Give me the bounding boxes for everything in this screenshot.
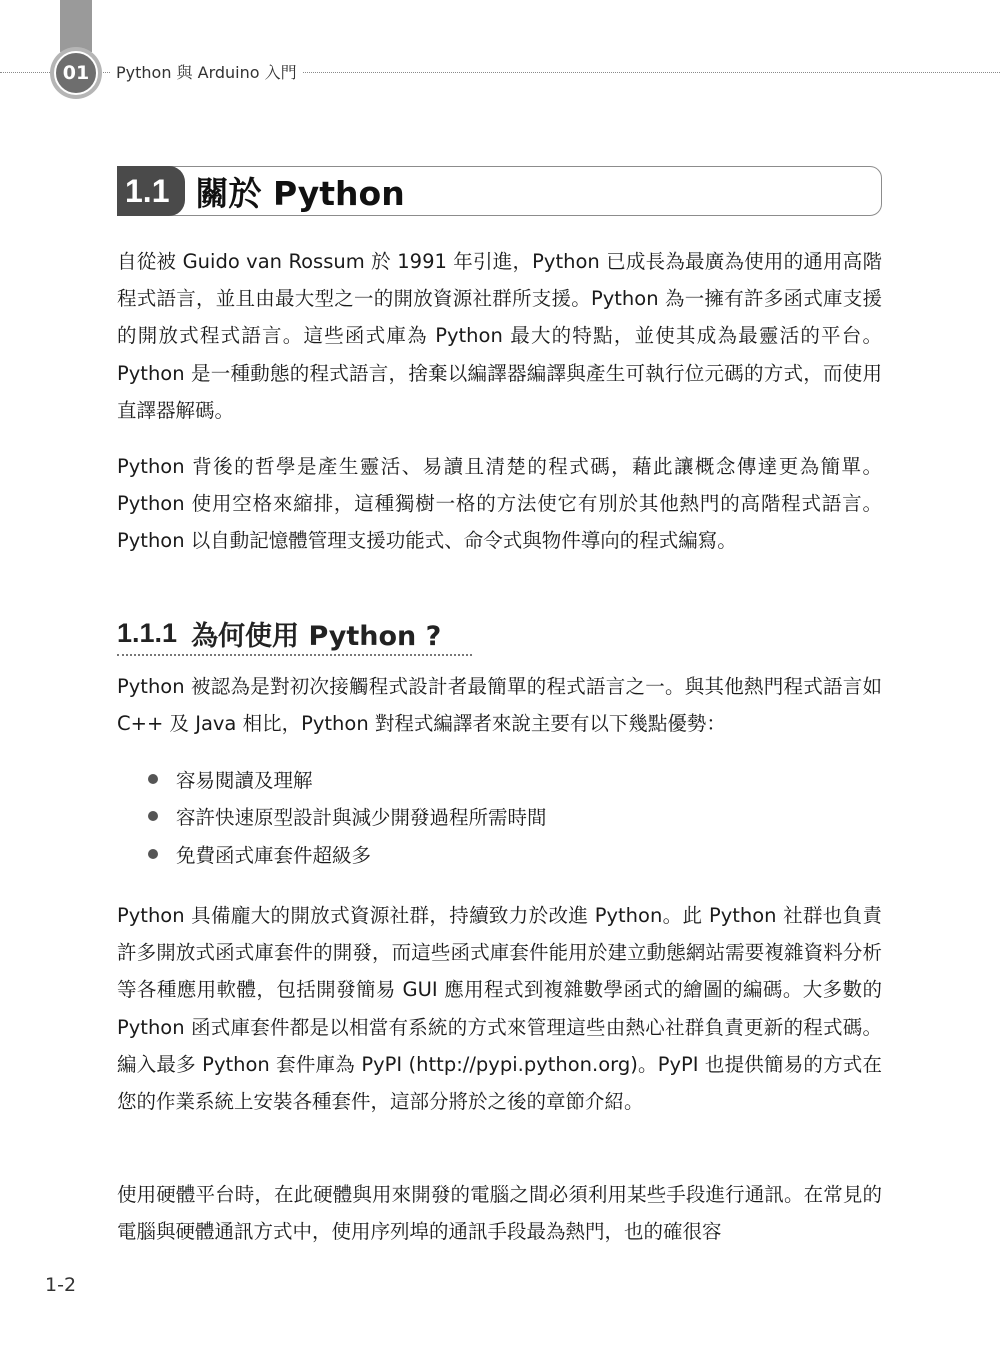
paragraph-hardware: 使用硬體平台時，在此硬體與用來開發的電腦之間必須利用某些手段進行通訊。在常見的電腦與硬體通訊方式中，使用序列埠的通訊手段最為熱門，也的確很容 xyxy=(117,1183,882,1244)
list-item-text: 免費函式庫套件超級多 xyxy=(176,843,372,867)
running-title: Python 與 Arduino 入門 xyxy=(110,62,303,84)
subsection-heading xyxy=(117,612,472,656)
chapter-badge xyxy=(50,47,102,99)
chapter-number: 01 xyxy=(54,51,98,95)
list-item xyxy=(148,835,547,873)
paragraph-philosophy: Python 背後的哲學是產生靈活、易讀且清楚的程式碼，藉此讓概念傳達更為簡單。Python 使用空格來縮排，這種獨樹一格的方法使它有別於其他熱門的高階程式語言。Python 以自動記憶體管理支援功能式、命令式與物件導向的程式編寫。 xyxy=(117,455,882,553)
list-item-text: 容許快速原型設計與減少開發過程所需時間 xyxy=(176,806,547,830)
paragraph-intro: 自從被 Guido van Rossum 於 1991 年引進，Python 已成長為最廣為使用的通用高階程式語言，並且由最大型之一的開放資源社群所支援。Python 為一擁有許多函式庫支援的開放式程式語言。這些函式庫為 Python 最大的特點，並使其成為最靈活的平台。Python 是一種動態的程式語言，捨棄以編譯器編譯與產生可執行位元碼的方式，而使用直譯器解碼。 xyxy=(117,250,882,422)
subsection-title: 為何使用 Python ? xyxy=(191,620,442,652)
section-number: 1.1 xyxy=(117,166,185,216)
page-number: 1-2 xyxy=(45,1274,77,1296)
advantage-list xyxy=(148,760,547,873)
bullet-dot-icon xyxy=(148,774,158,784)
paragraph-community: Python 具備龐大的開放式資源社群，持續致力於改進 Python。此 Python 社群也負責許多開放式函式庫套件的開發，而這些函式庫套件能用於建立動態網站需要複雜資料分析等各種應用軟體，包括開發簡易 GUI 應用程式到複雜數學函式的繪圖的編碼。大多數的 Python 函式庫套件都是以相當有系統的方式來管理這些由熱心社群負責更新的程式碼。編入最多 Python 套件庫為 PyPI (http://pypi.python.org)。PyPI 也提供簡易的方式在您的作業系統上安裝各種套件，這部分將於之後的章節介紹。 xyxy=(117,904,882,1114)
section-title: 關於 Python xyxy=(195,173,405,213)
list-item xyxy=(148,798,547,836)
list-item xyxy=(148,760,547,798)
bullet-dot-icon xyxy=(148,811,158,821)
list-item-text: 容易閱讀及理解 xyxy=(176,768,313,792)
section-heading xyxy=(117,166,882,216)
paragraph-why-python: Python 被認為是對初次接觸程式設計者最簡單的程式語言之一。與其他熱門程式語言如 C++ 及 Java 相比，Python 對程式編譯者來說主要有以下幾點優勢： xyxy=(117,675,882,736)
subsection-number: 1.1.1 xyxy=(117,617,178,648)
chapter-tab xyxy=(60,0,92,52)
bullet-dot-icon xyxy=(148,849,158,859)
